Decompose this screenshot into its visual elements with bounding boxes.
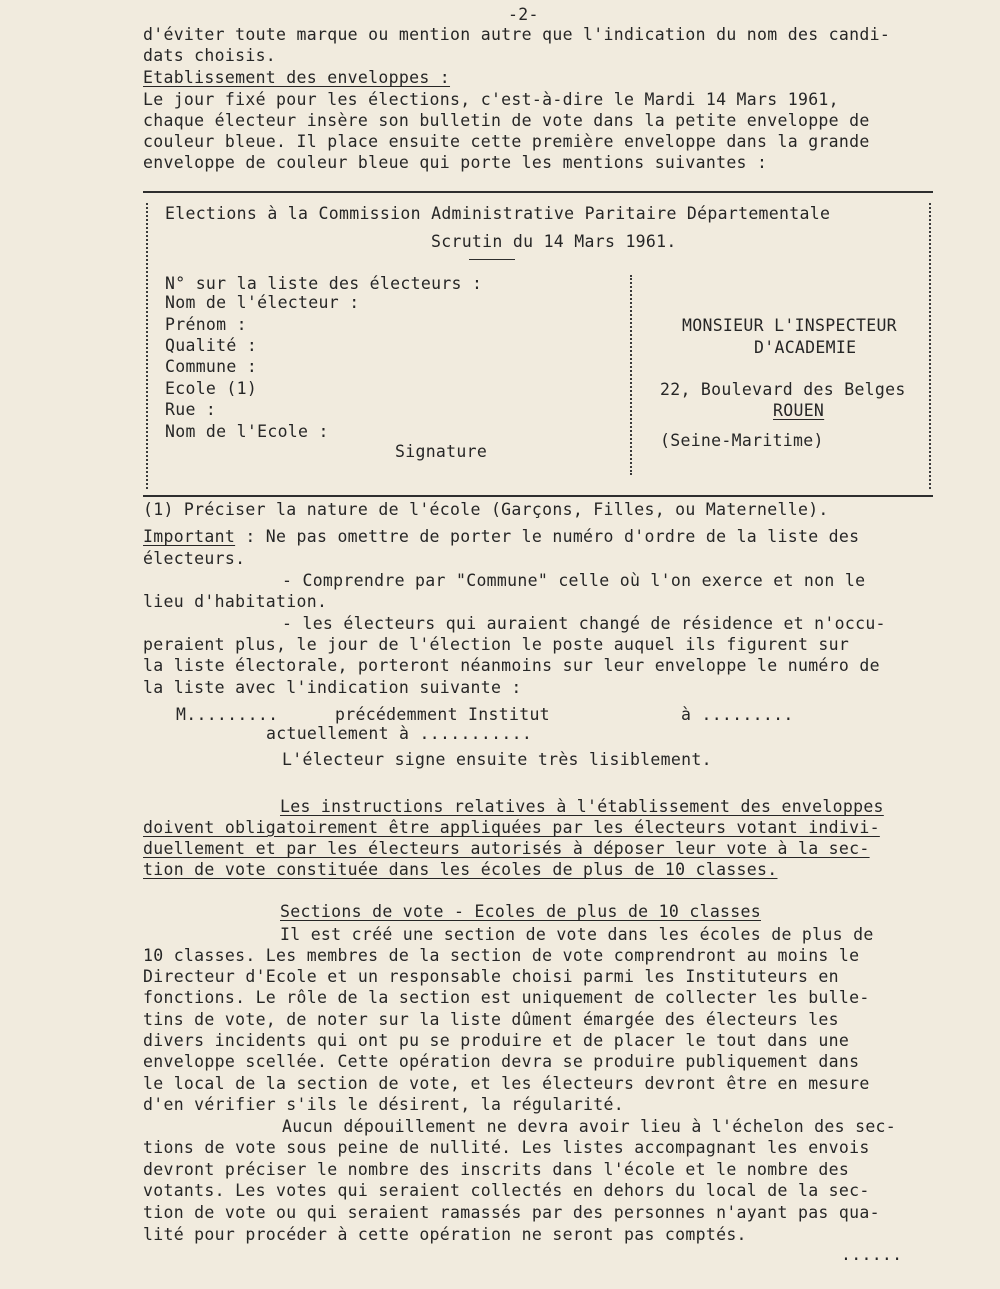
envelope-subheading-dash — [469, 259, 515, 260]
envelope-heading: Elections à la Commission Administrative Paritaire Départementale — [165, 204, 831, 223]
envelope-field: Commune : — [165, 357, 258, 376]
instructions-line: Les instructions relatives à l'établissement des enveloppes — [280, 797, 884, 816]
text-line: peraient plus, le jour de l'élection le poste auquel ils figurent sur — [143, 635, 850, 654]
text-line: Le jour fixé pour les élections, c'est-à-dire le Mardi 14 Mars 1961, — [143, 90, 839, 109]
recipient-city: ROUEN — [773, 401, 825, 420]
envelope-mockup — [143, 191, 933, 497]
instructions-line: doivent obligatoirement être appliquées par les électeurs votant indivi- — [143, 818, 880, 837]
important-line — [143, 526, 859, 547]
important-text: : Ne pas omettre de porter le numéro d'ordre de la liste des — [235, 527, 860, 546]
text-line: fonctions. Le rôle de la section est uniquement de collecter les bulle- — [143, 988, 870, 1007]
example-current: actuellement à ........... — [266, 724, 533, 743]
text-line: Aucun dépouillement ne devra avoir lieu à l'échelon des sec- — [282, 1117, 897, 1136]
example-previous: précédemment Institut — [335, 705, 550, 724]
text-line: la liste électorale, porteront néanmoins sur leur enveloppe le numéro de — [143, 656, 880, 675]
envelope-field: Prénom : — [165, 315, 247, 334]
text-line: divers incidents qui ont pu se produire et de placer le tout dans une — [143, 1031, 850, 1050]
footnote: (1) Préciser la nature de l'école (Garçons, Filles, ou Maternelle). — [143, 500, 829, 519]
text-line: lieu d'habitation. — [143, 592, 328, 611]
envelope-right-border — [929, 203, 931, 489]
text-line: tion de vote ou qui seraient ramassés par des personnes n'ayant pas qua- — [143, 1203, 880, 1222]
text-line: tins de vote, de noter sur la liste dûment émargée des électeurs les — [143, 1010, 839, 1029]
example-location: à ......... — [681, 705, 794, 724]
envelope-divider — [630, 275, 632, 475]
envelope-field: Rue : — [165, 400, 217, 419]
text-line: 10 classes. Les membres de la section de vote comprendront au moins le — [143, 946, 860, 965]
text-line: - Comprendre par "Commune" celle où l'on exerce et non le — [282, 571, 866, 590]
important-label: Important — [143, 527, 236, 546]
text-line: le local de la section de vote, et les électeurs devront être en mesure — [143, 1074, 870, 1093]
envelope-field: Qualité : — [165, 336, 258, 355]
page-number: -2- — [508, 5, 539, 24]
recipient-street: 22, Boulevard des Belges — [660, 380, 906, 399]
envelope-signature-label: Signature — [395, 442, 488, 461]
envelope-field: Ecole (1) — [165, 379, 258, 398]
text-line: la liste avec l'indication suivante : — [143, 678, 522, 697]
text-line: devront préciser le nombre des inscrits dans l'école et le nombre des — [143, 1160, 850, 1179]
instructions-line: tion de vote constituée dans les écoles de plus de 10 classes. — [143, 860, 778, 879]
text-line: dats choisis. — [143, 46, 277, 65]
text-line: Directeur d'Ecole et un responsable choisi parmi les Instituteurs en — [143, 967, 839, 986]
text-line: d'en vérifier s'ils le désirent, la régularité. — [143, 1095, 624, 1114]
example-name: M......... — [176, 705, 279, 724]
text-line: enveloppe scellée. Cette opération devra se produire publiquement dans — [143, 1052, 860, 1071]
text-line: Il est créé une section de vote dans les écoles de plus de — [280, 925, 874, 944]
text-line: électeurs. — [143, 549, 246, 568]
text-line: d'éviter toute marque ou mention autre que l'indication du nom des candi- — [143, 25, 891, 44]
text-line: enveloppe de couleur bleue qui porte les mentions suivantes : — [143, 153, 768, 172]
recipient-region: (Seine-Maritime) — [660, 431, 824, 450]
section-title: Etablissement des enveloppes : — [143, 68, 451, 87]
envelope-top-rule — [143, 191, 933, 193]
text-line: chaque électeur insère son bulletin de vote dans la petite enveloppe de — [143, 111, 870, 130]
recipient-line2: D'ACADEMIE — [754, 338, 857, 357]
example-sign: L'électeur signe ensuite très lisiblement. — [282, 750, 712, 769]
envelope-subheading: Scrutin du 14 Mars 1961. — [431, 232, 677, 251]
recipient-line1: MONSIEUR L'INSPECTEUR — [682, 316, 897, 335]
envelope-field: Nom de l'électeur : — [165, 293, 360, 312]
text-line: - les électeurs qui auraient changé de résidence et n'occu- — [282, 614, 886, 633]
envelope-bottom-rule — [143, 495, 933, 497]
envelope-field: Nom de l'Ecole : — [165, 422, 329, 441]
text-line: lité pour procéder à cette opération ne seront pas comptés. — [143, 1225, 747, 1244]
text-line: couleur bleue. Il place ensuite cette première enveloppe dans la grande — [143, 132, 870, 151]
section-title: Sections de vote - Ecoles de plus de 10 classes — [280, 902, 761, 921]
text-line: votants. Les votes qui seraient collectés en dehors du local de la sec- — [143, 1181, 870, 1200]
instructions-line: duellement et par les électeurs autorisés à déposer leur vote à la sec- — [143, 839, 870, 858]
envelope-field: N° sur la liste des électeurs : — [165, 274, 483, 293]
text-line: tions de vote sous peine de nullité. Les listes accompagnant les envois — [143, 1138, 870, 1157]
end-mark: ...... — [841, 1245, 903, 1264]
envelope-left-border — [146, 203, 148, 489]
